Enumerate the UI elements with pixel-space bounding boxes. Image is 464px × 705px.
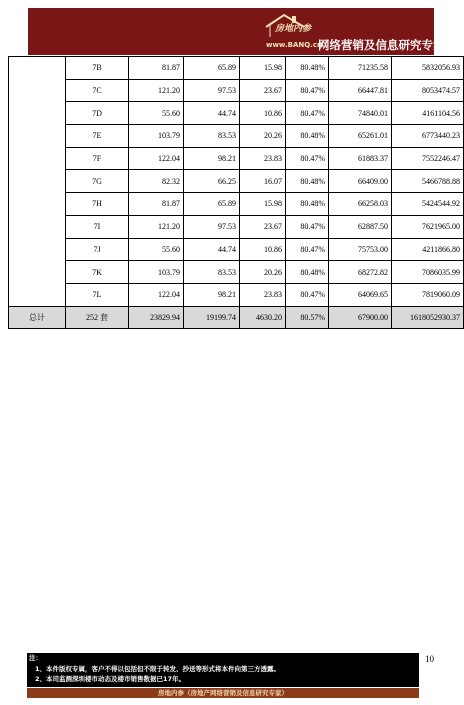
- total-row: [9, 306, 464, 329]
- cell-c1: 82.32: [129, 170, 184, 193]
- table-row: [9, 147, 464, 170]
- cell-c3: 16.07: [240, 170, 286, 193]
- header-banner: [28, 8, 445, 55]
- table-row: [9, 57, 464, 80]
- table-row: [9, 238, 464, 261]
- cell-total: 5424544.92: [392, 193, 464, 216]
- cell-unit: 7J: [66, 238, 129, 261]
- cell-c3: 10.86: [240, 102, 286, 125]
- cell-c3: 23.67: [240, 79, 286, 102]
- cell-total: 7621965.00: [392, 215, 464, 238]
- cell-pct: 80.47%: [286, 283, 329, 306]
- cell-c1: 81.87: [129, 57, 184, 80]
- cell-c3: 10.86: [240, 238, 286, 261]
- cell-pct: 80.48%: [286, 125, 329, 148]
- footer-bar: 房地内参（房地产网络营销及信息研究专家）: [27, 688, 419, 698]
- cell-price: 64069.65: [329, 283, 392, 306]
- cell-c2: 83.53: [184, 125, 240, 148]
- cell-pct: 80.47%: [286, 79, 329, 102]
- cell-unit: 7F: [66, 147, 129, 170]
- cell-pct: 80.47%: [286, 102, 329, 125]
- cell-unit: 7D: [66, 102, 129, 125]
- cell-c3: 20.26: [240, 261, 286, 284]
- footnote-title: 注：: [29, 654, 42, 662]
- cell-price: 61883.37: [329, 147, 392, 170]
- page-number: 10: [425, 654, 434, 664]
- total-label: 总计: [9, 306, 66, 329]
- cell-unit: 7B: [66, 57, 129, 80]
- cell-c1: 55.60: [129, 238, 184, 261]
- cell-c1: 122.04: [129, 283, 184, 306]
- cell-c3: 20.26: [240, 125, 286, 148]
- cell-c2: 83.53: [184, 261, 240, 284]
- cell-pct: 80.48%: [286, 57, 329, 80]
- cell-c2: 65.89: [184, 193, 240, 216]
- cell-pct: 80.47%: [286, 147, 329, 170]
- logo-text: 房地内参: [275, 24, 312, 34]
- cell-c2: 44.74: [184, 102, 240, 125]
- cell-total: 4161104.56: [392, 102, 464, 125]
- brand-slogan: 网络营销及信息研究专家: [318, 38, 445, 52]
- total-price: 67900.00: [329, 306, 392, 329]
- cell-unit: 7K: [66, 261, 129, 284]
- total-c2: 19199.74: [184, 306, 240, 329]
- cell-total: 7086035.99: [392, 261, 464, 284]
- cell-unit: 7I: [66, 215, 129, 238]
- cell-unit: 7L: [66, 283, 129, 306]
- cell-c3: 23.83: [240, 147, 286, 170]
- cell-total: 5466788.88: [392, 170, 464, 193]
- table-row: [9, 215, 464, 238]
- cell-total: 8053474.57: [392, 79, 464, 102]
- footnote-line-2: 2、本司监测深圳楼市动态及楼市销售数据已17年。: [35, 675, 186, 683]
- cell-price: 75753.00: [329, 238, 392, 261]
- table-body: [9, 57, 464, 329]
- table-row: [9, 125, 464, 148]
- cell-price: 66409.00: [329, 170, 392, 193]
- cell-c1: 55.60: [129, 102, 184, 125]
- table-row: [9, 283, 464, 306]
- table-row: [9, 102, 464, 125]
- cell-c2: 44.74: [184, 238, 240, 261]
- cell-total: 7819060.09: [392, 283, 464, 306]
- cell-unit: 7H: [66, 193, 129, 216]
- footnote: [27, 653, 419, 687]
- total-c1: 23829.94: [129, 306, 184, 329]
- cell-unit: 7E: [66, 125, 129, 148]
- cell-pct: 80.47%: [286, 215, 329, 238]
- cell-total: 5832056.93: [392, 57, 464, 80]
- cell-total: 6773440.23: [392, 125, 464, 148]
- cell-pct: 80.48%: [286, 170, 329, 193]
- cell-pct: 80.48%: [286, 193, 329, 216]
- cell-c1: 81.87: [129, 193, 184, 216]
- cell-price: 74840.01: [329, 102, 392, 125]
- total-pct: 80.57%: [286, 306, 329, 329]
- total-total: 1618052930.37: [392, 306, 464, 329]
- cell-price: 66258.03: [329, 193, 392, 216]
- cell-c2: 65.89: [184, 57, 240, 80]
- table-row: [9, 170, 464, 193]
- cell-price: 65261.01: [329, 125, 392, 148]
- cell-c1: 121.20: [129, 215, 184, 238]
- cell-pct: 80.48%: [286, 261, 329, 284]
- cell-c3: 15.98: [240, 193, 286, 216]
- table-row: [9, 193, 464, 216]
- cell-pct: 80.47%: [286, 238, 329, 261]
- table-row: [9, 261, 464, 284]
- cell-total: 4211866.80: [392, 238, 464, 261]
- cell-total: 7552246.47: [392, 147, 464, 170]
- cell-c3: 23.67: [240, 215, 286, 238]
- cell-c3: 15.98: [240, 57, 286, 80]
- cell-unit: 7C: [66, 79, 129, 102]
- merged-building-cell: [9, 57, 66, 307]
- cell-price: 66447.81: [329, 79, 392, 102]
- cell-price: 62887.50: [329, 215, 392, 238]
- cell-c1: 121.20: [129, 79, 184, 102]
- cell-c1: 122.04: [129, 147, 184, 170]
- sales-table: [8, 56, 464, 329]
- table-row: [9, 79, 464, 102]
- cell-c2: 97.53: [184, 215, 240, 238]
- cell-c2: 98.21: [184, 283, 240, 306]
- site-url: www.BANQ.cn: [266, 41, 322, 49]
- total-count: 252 套: [66, 306, 129, 329]
- cell-c1: 103.79: [129, 125, 184, 148]
- total-c3: 4630.20: [240, 306, 286, 329]
- cell-unit: 7G: [66, 170, 129, 193]
- cell-c2: 97.53: [184, 79, 240, 102]
- footnote-line-1: 1、本件版权专属，客户不得以包括但不限于转发、抄送等形式将本件向第三方透露。: [35, 664, 281, 673]
- cell-price: 71235.58: [329, 57, 392, 80]
- cell-c1: 103.79: [129, 261, 184, 284]
- cell-c3: 23.83: [240, 283, 286, 306]
- cell-c2: 66.25: [184, 170, 240, 193]
- cell-c2: 98.21: [184, 147, 240, 170]
- cell-price: 68272.82: [329, 261, 392, 284]
